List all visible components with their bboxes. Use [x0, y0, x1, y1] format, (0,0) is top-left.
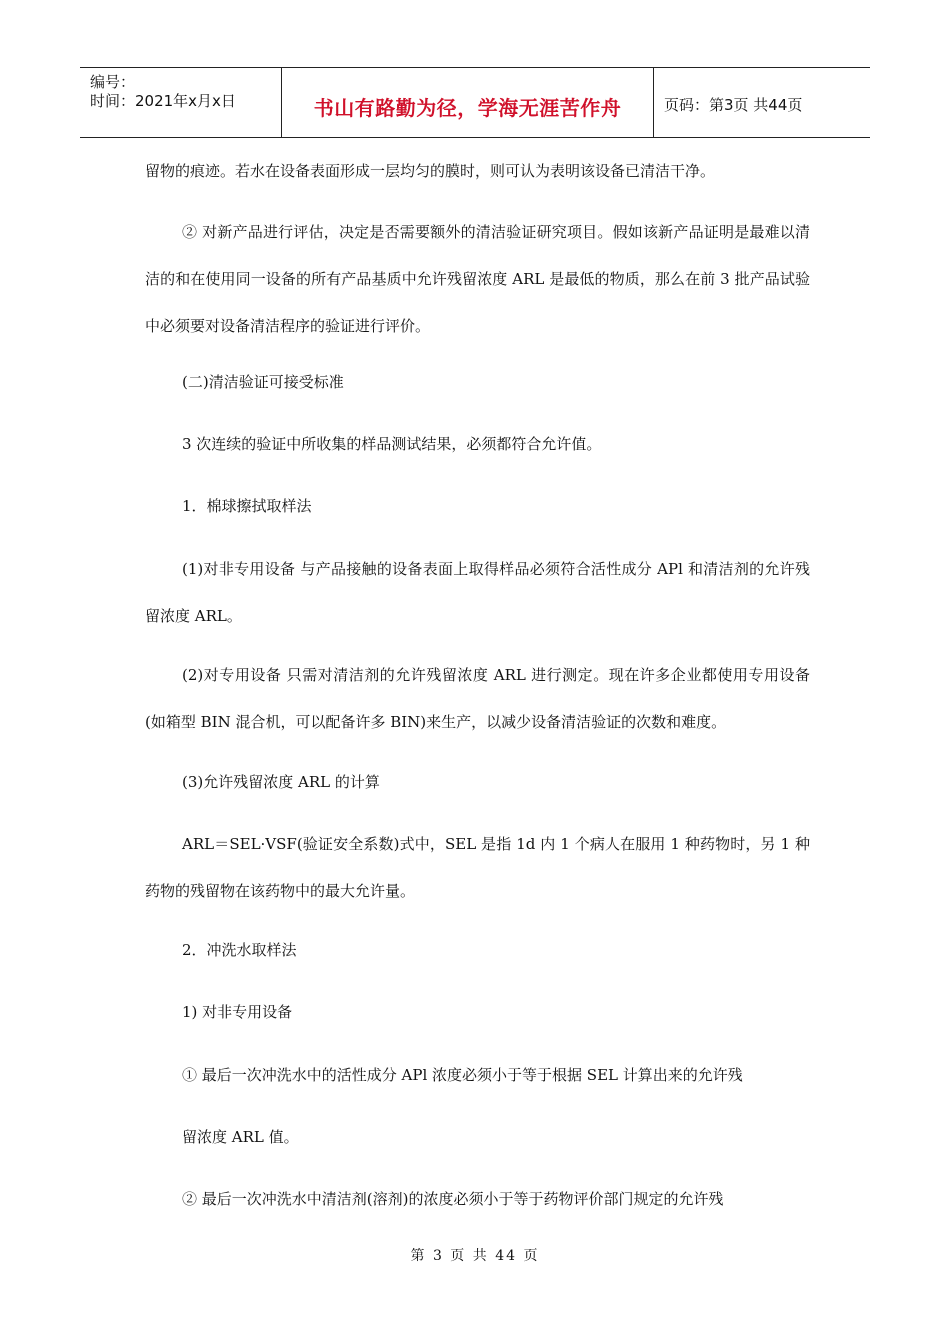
header-page-cell [654, 68, 870, 137]
paragraph-new-product-evaluation: ② 对新产品进行评估，决定是否需要额外的清洁验证研究项目。假如该新产品证明是最难以清洁的和在使用同一设备的所有产品基质中允许残留浓度 ARL 是最低的物质，那么在前 3 批产品试验中必须要对设备清洁程序的验证进行评价。 [145, 223, 810, 335]
header-page-info: 页码：第3页 共44页 [664, 96, 803, 114]
paragraph-consecutive-validation: 3 次连续的验证中所收集的样品测试结果，必须都符合允许值。 [182, 435, 602, 453]
paragraph-final-rinse-detergent: ② 最后一次冲洗水中清洁剂(溶剂)的浓度必须小于等于药物评价部门规定的允许残 [182, 1190, 724, 1208]
section-heading-acceptance-criteria: (二)清洁验证可接受标准 [182, 373, 344, 391]
paragraph-non-dedicated-equipment: (1)对非专用设备 与产品接触的设备表面上取得样品必须符合活性成分 APl 和清洁剂的允许残留浓度 ARL。 [145, 560, 810, 625]
document-date: 时间：2021年x月x日 [90, 92, 236, 110]
header-meta-cell [80, 68, 281, 137]
page-header [80, 67, 870, 138]
paragraph-arl-formula: ARL＝SEL·VSF(验证安全系数)式中，SEL 是指 1d 内 1 个病人在服用 1 种药物时，另 1 种药物的残留物在该药物中的最大允许量。 [145, 835, 810, 900]
paragraph-final-rinse-api-cont: 留浓度 ARL 值。 [182, 1128, 299, 1146]
document-number-label: 编号： [90, 73, 136, 91]
paragraph-dedicated-equipment: (2)对专用设备 只需对清洁剂的允许残留浓度 ARL 进行测定。现在许多企业都使用专用设备(如箱型 BIN 混合机，可以配备许多 BIN)来生产，以减少设备清洁验证的次数和难度。 [145, 666, 810, 731]
page-footer-number: 第 3 页 共 44 页 [410, 1248, 540, 1264]
paragraph-final-rinse-api: ① 最后一次冲洗水中的活性成分 APl 浓度必须小于等于根据 SEL 计算出来的允许残 [182, 1066, 743, 1084]
header-motto: 书山有路勤为径，学海无涯苦作舟 [313, 96, 622, 120]
heading-swab-sampling: 1．棉球擦拭取样法 [182, 497, 312, 515]
paragraph-residue-film: 留物的痕迹。若水在设备表面形成一层均匀的膜时，则可认为表明该设备已清洁干净。 [145, 162, 716, 180]
subheading-non-dedicated-equipment: 1) 对非专用设备 [182, 1003, 293, 1021]
heading-rinse-sampling: 2．冲洗水取样法 [182, 941, 297, 959]
heading-arl-calculation: (3)允许残留浓度 ARL 的计算 [182, 773, 380, 791]
header-motto-cell [281, 68, 654, 137]
